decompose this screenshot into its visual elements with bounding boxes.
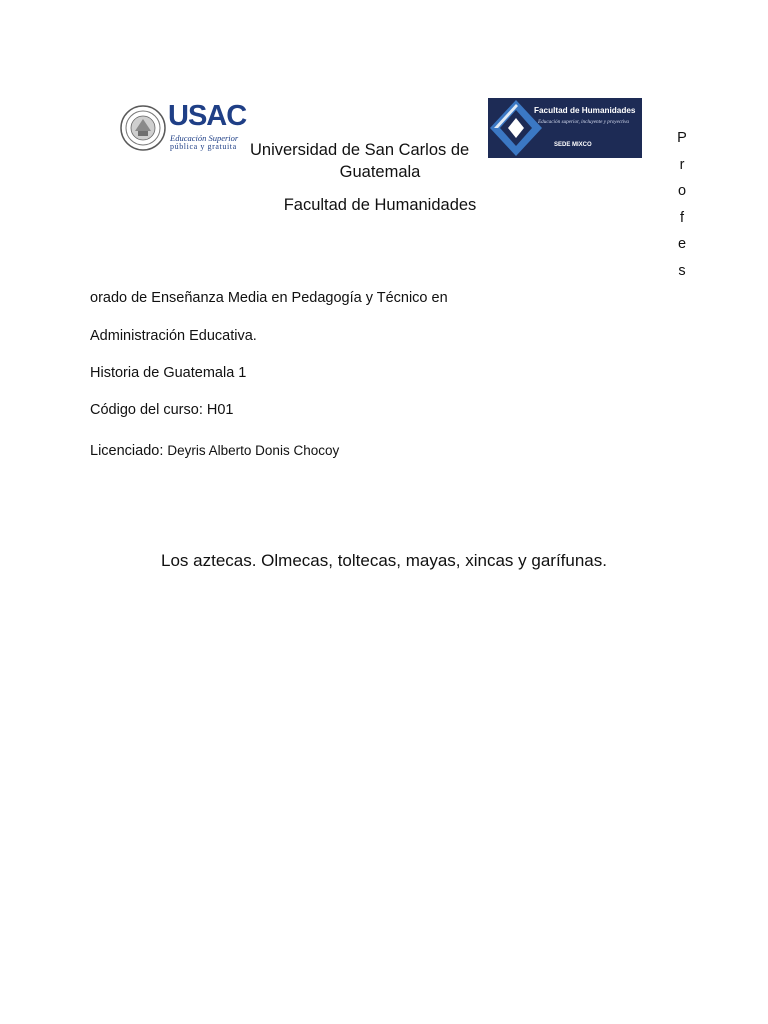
vertical-char: P (677, 130, 687, 146)
vertical-char: e (677, 236, 687, 253)
usac-tagline: Educación Superior (170, 133, 239, 143)
faculty-name: Facultad de Humanidades (283, 196, 477, 214)
program-line: orado de Enseñanza Media en Pedagogía y Técnico en (90, 290, 448, 306)
university-name: Universidad de San Carlos de (250, 141, 470, 159)
university-name-line-2: Guatemala (339, 163, 421, 181)
document-topic: Los aztecas. Olmecas, toltecas, mayas, xincas y garífunas. (161, 551, 607, 570)
lecturer-name: Deyris Alberto Donis Chocoy (167, 443, 340, 458)
university-seal-icon (120, 105, 166, 151)
vertical-char: f (679, 209, 685, 226)
usac-logo (120, 102, 255, 154)
facultad-logo-title: Facultad de Humanidades (534, 106, 636, 115)
vertical-char: o (677, 183, 687, 200)
facultad-logo-sede: SEDE MIXCO (554, 142, 592, 148)
lecturer (90, 443, 339, 459)
vertical-char: s (678, 262, 686, 279)
course-code: Código del curso: H01 (90, 402, 234, 418)
usac-tagline-2: pública y gratuita (170, 142, 237, 151)
usac-wordmark: USAC (168, 100, 247, 132)
vertical-text (674, 128, 690, 288)
lecturer-label: Licenciado: (90, 443, 164, 459)
facultad-logo (488, 98, 642, 158)
course-name: Historia de Guatemala 1 (90, 365, 247, 381)
vertical-char: r (679, 156, 685, 173)
facultad-logo-motto: Educación superior, incluyente y proyectiva (538, 119, 629, 125)
program-line-2: Administración Educativa. (90, 328, 257, 344)
